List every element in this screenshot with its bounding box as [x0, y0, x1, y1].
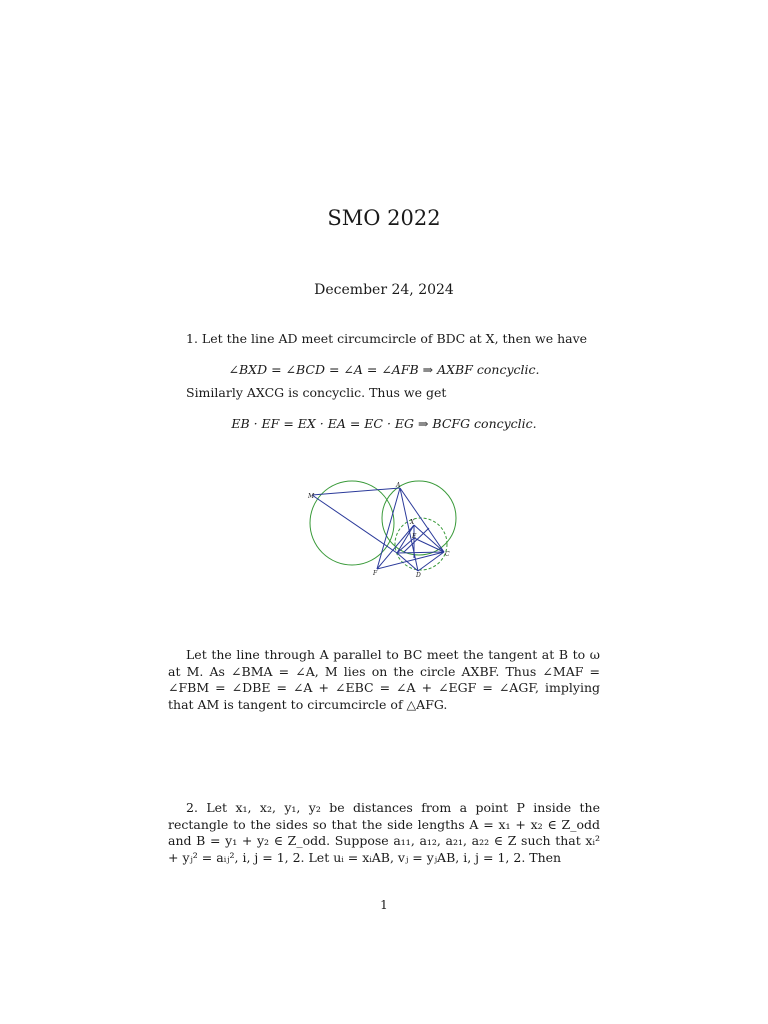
problem2-paragraph: 2. Let x₁, x₂, y₁, y₂ be distances from a point P inside the rectangle to the sides so that the side lengths A = x₁ + x₂ ∈ Z_odd and B = y₁ + y₂ ∈ Z_odd. Suppose a₁₁, a₁₂, a₂₁, a₂₂ ∈ Z such that xᵢ² + yⱼ² = aᵢⱼ², i, j = 1, 2. Let uᵢ = xᵢAB, vⱼ = yⱼAB, i, j = 1, 2. Then	[168, 800, 600, 865]
equation-1: ∠BXD = ∠BCD = ∠A = ∠AFB ⇒ AXBF concyclic.	[228, 362, 540, 377]
problem1-tangent-paragraph: Let the line through A parallel to BC meet the tangent at B to ω at M. As ∠BMA = ∠A, M lies on the circle AXBF. Thus ∠MAF = ∠FBM = ∠DBE = ∠A + ∠EBC = ∠A + ∠EGF = ∠AGF, implying that AM is tangent to circumcircle of △AFG.	[168, 647, 600, 712]
problem1-similarly: Similarly AXCG is concyclic. Thus we get	[186, 385, 447, 400]
document-date: December 24, 2024	[314, 282, 454, 298]
label-M: M	[308, 493, 315, 500]
label-C: C	[445, 551, 450, 558]
label-E: E	[412, 533, 417, 540]
blue-lines	[312, 488, 444, 571]
circle-small	[382, 481, 456, 555]
problem1-intro: 1. Let the line AD meet circumcircle of BDC at X, then we have	[186, 331, 588, 346]
geometry-figure	[304, 458, 468, 580]
page-number: 1	[380, 898, 388, 912]
label-A: A	[396, 482, 401, 489]
page-title: SMO 2022	[327, 206, 441, 230]
label-D: D	[416, 572, 421, 579]
equation-2: EB · EF = EX · EA = EC · EG ⇒ BCFG concyclic.	[231, 416, 537, 431]
label-F: F	[373, 570, 378, 577]
label-X: X	[410, 519, 415, 526]
